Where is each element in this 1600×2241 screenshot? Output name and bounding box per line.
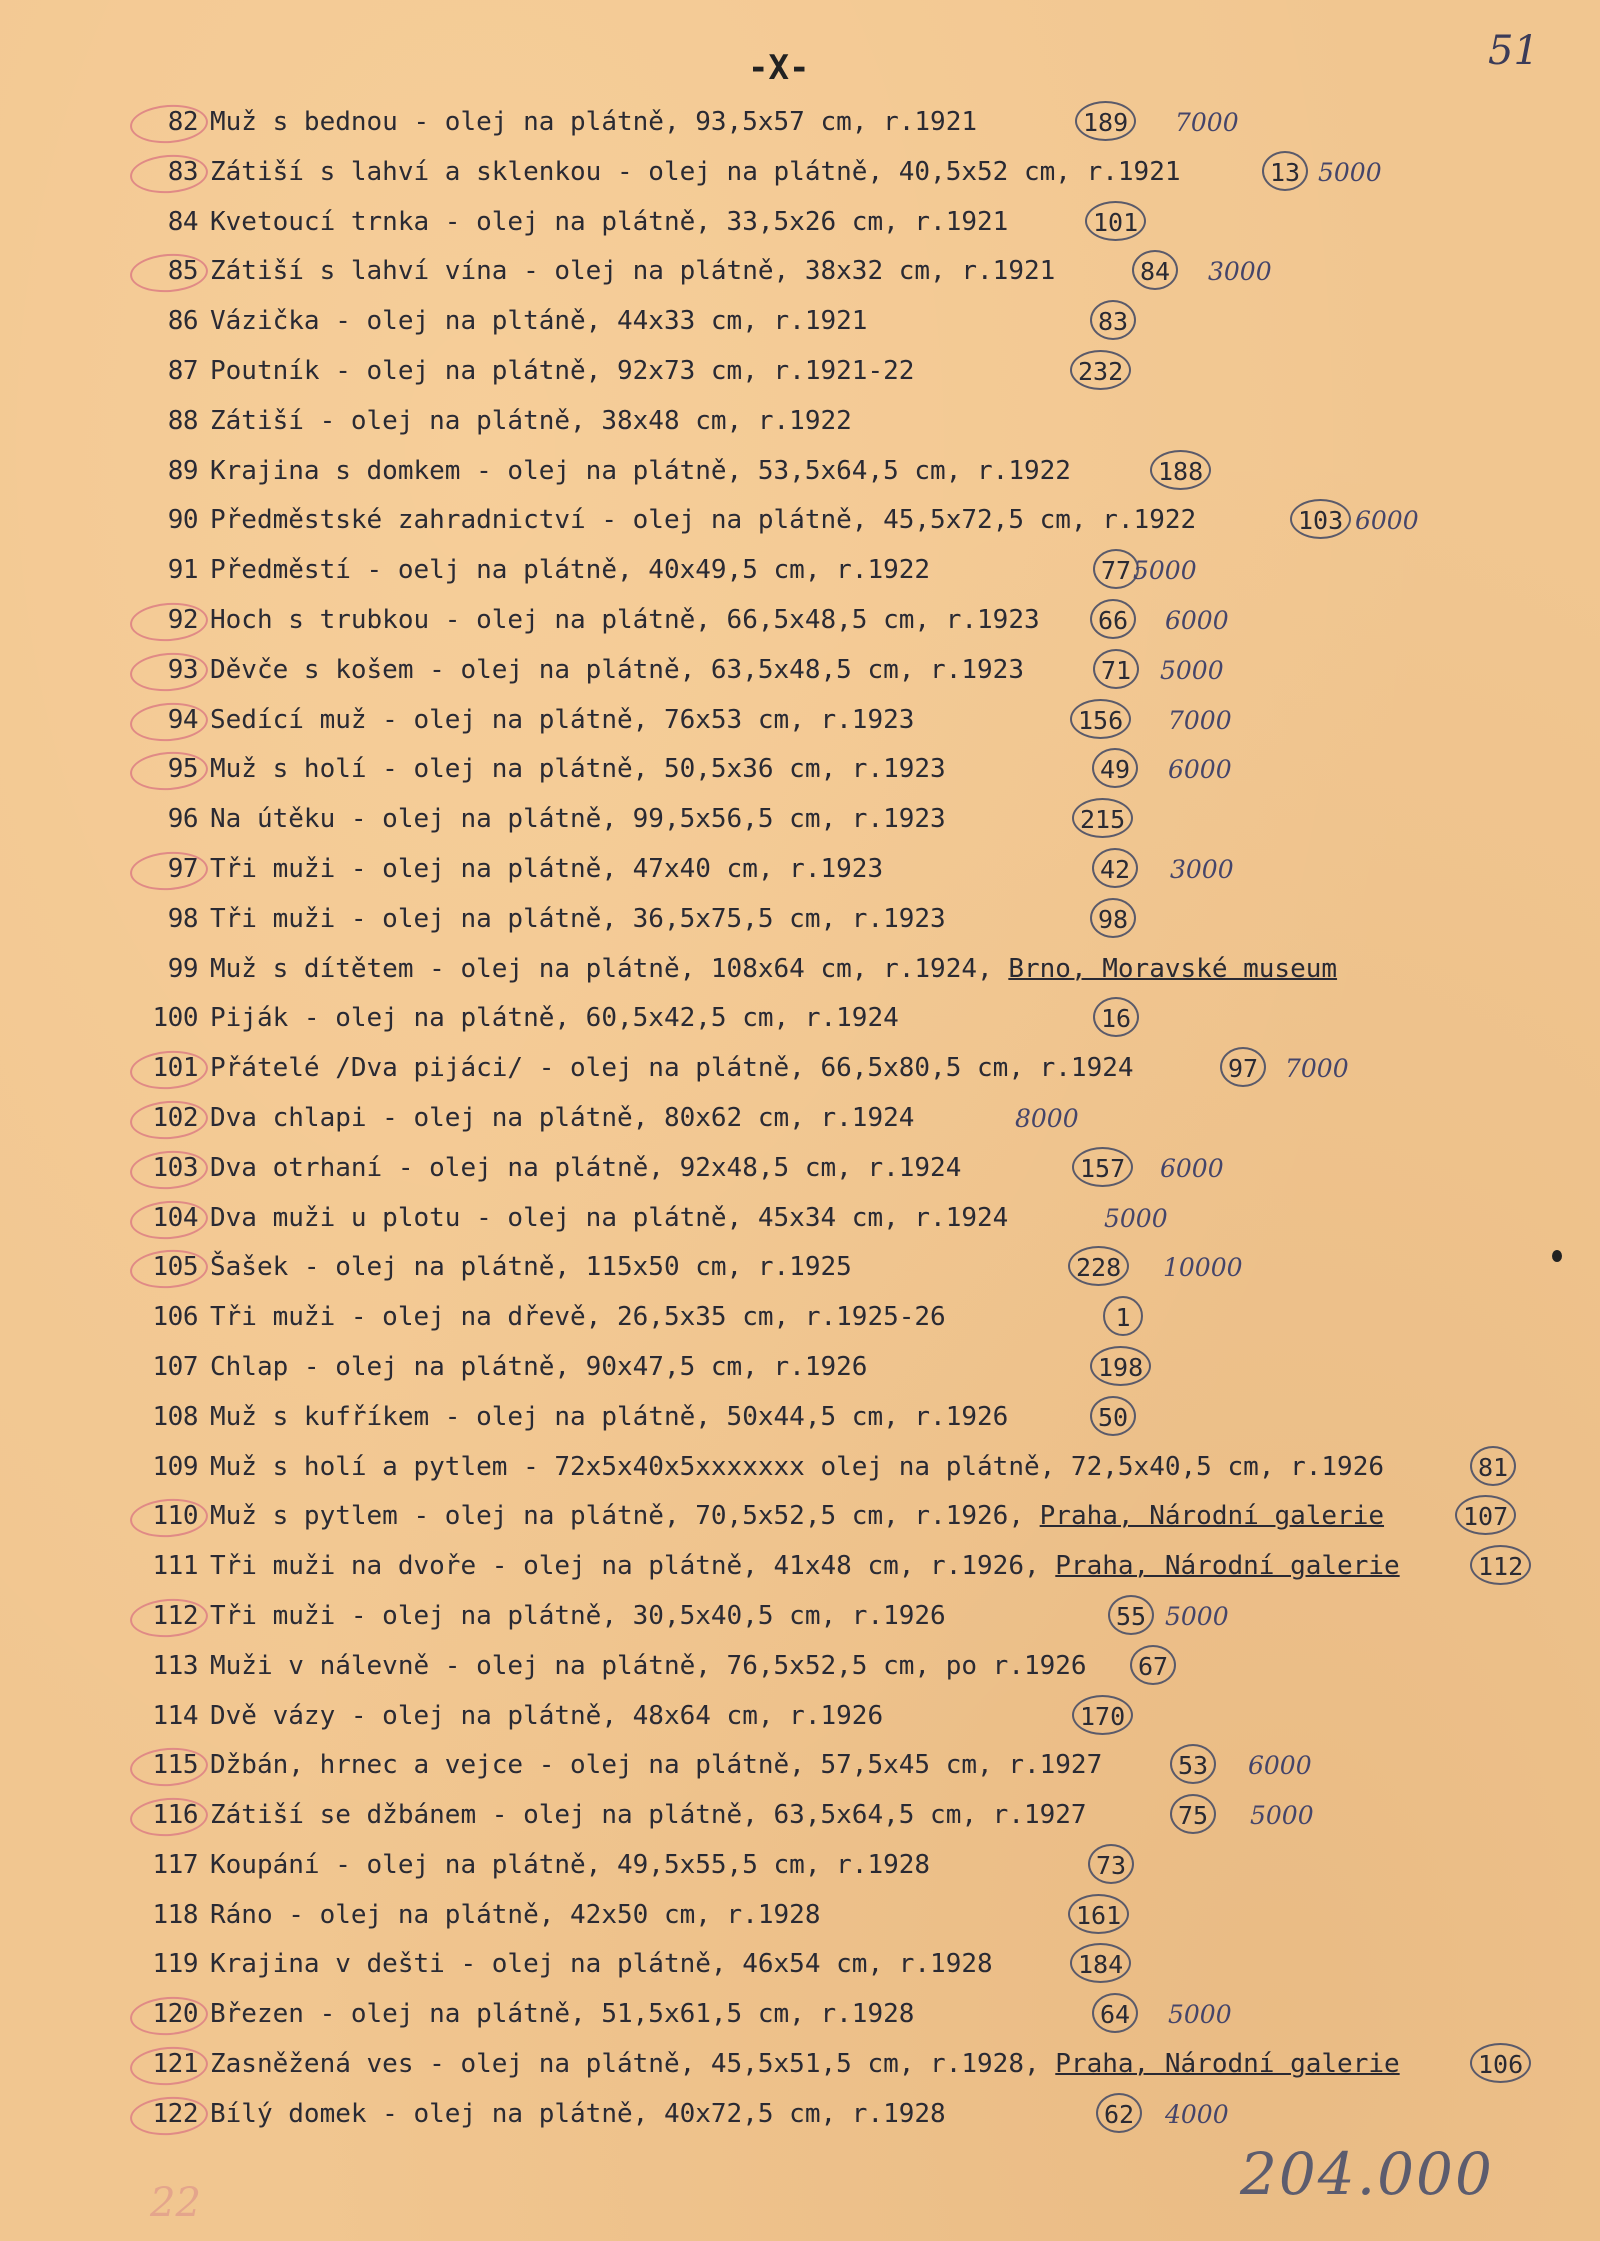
catalog-number-circle: 73 [1088, 1844, 1134, 1884]
catalog-row [0, 646, 1600, 696]
artwork-description: Krajina s domkem - olej na plátně, 53,5x64,5 cm, r.1922 [210, 455, 1071, 486]
ink-dot [1552, 1250, 1562, 1262]
handwritten-price: 5000 [1165, 1601, 1229, 1631]
artwork-description: Dva otrhaní - olej na plátně, 92x48,5 cm, r.1924 [210, 1152, 962, 1183]
row-number: 88 [167, 405, 198, 436]
handwritten-price: 7000 [1168, 705, 1232, 735]
artwork-description: Šašek - olej na plátně, 115x50 cm, r.1925 [210, 1252, 852, 1283]
handwritten-price: 3000 [1208, 257, 1272, 287]
catalog-row [0, 745, 1600, 795]
artwork-description: Hoch s trubkou - olej na plátně, 66,5x48,5 cm, r.1923 [210, 604, 1040, 635]
catalog-number-circle: 84 [1132, 250, 1178, 290]
collection-location: Brno, Moravské museum [1008, 953, 1338, 984]
artwork-description: Zátiší s lahví a sklenkou - olej na plátně, 40,5x52 cm, r.1921 [210, 156, 1181, 187]
catalog-number-circle: 50 [1090, 1396, 1136, 1436]
handwritten-price: 5000 [1250, 1801, 1314, 1831]
row-number: 117 [152, 1849, 198, 1880]
artwork-description: Muž s pytlem - olej na plátně, 70,5x52,5 cm, r.1926, [210, 1501, 1040, 1532]
pencil-mark: 22 [150, 2180, 201, 2226]
catalog-row [0, 1692, 1600, 1742]
handwritten-price: 5000 [1168, 2000, 1232, 2030]
handwritten-price: 6000 [1160, 1153, 1224, 1183]
catalog-number-circle: 215 [1072, 798, 1133, 838]
row-number: 103 [140, 1144, 198, 1194]
handwritten-price: 8000 [1015, 1103, 1079, 1133]
collection-location: Praha, Národní galerie [1055, 1551, 1400, 1582]
row-number: 92 [140, 596, 198, 646]
row-text [210, 1990, 914, 2040]
row-text [210, 646, 1024, 696]
artwork-description: Tři muži - olej na plátně, 47x40 cm, r.1923 [210, 853, 884, 884]
catalog-row [0, 1542, 1600, 1592]
artwork-description: Muž s dítětem - olej na plátně, 108x64 cm, r.1924, [210, 953, 1009, 984]
row-text [210, 1891, 820, 1941]
row-number: 120 [140, 1990, 198, 2040]
catalog-number-circle: 81 [1470, 1446, 1516, 1486]
catalog-row [0, 795, 1600, 845]
catalog-row [0, 1443, 1600, 1493]
row-number: 116 [140, 1791, 198, 1841]
artwork-description: Březen - olej na plátně, 51,5x61,5 cm, r.1928 [210, 1999, 915, 2030]
row-number: 98 [167, 903, 198, 934]
row-text [210, 994, 899, 1044]
handwritten-price: 6000 [1165, 605, 1229, 635]
collection-location: Praha, Národní galerie [1039, 1501, 1385, 1532]
catalog-number-circle: 16 [1093, 997, 1139, 1037]
artwork-description: Tři muži - olej na plátně, 30,5x40,5 cm, r.1926 [210, 1600, 946, 1631]
catalog-number-circle: 98 [1090, 898, 1136, 938]
row-number: 119 [152, 1949, 198, 1980]
catalog-number-circle: 106 [1470, 2043, 1531, 2083]
row-number: 89 [167, 455, 198, 486]
row-text [210, 745, 946, 795]
row-text [210, 447, 1071, 497]
catalog-number-circle: 64 [1092, 1993, 1138, 2033]
artwork-description: Sedící muž - olej na plátně, 76x53 cm, r.1923 [210, 704, 915, 735]
handwritten-price: 5000 [1318, 157, 1382, 187]
artwork-description: Zátiší se džbánem - olej na plátně, 63,5x64,5 cm, r.1927 [210, 1800, 1087, 1831]
catalog-row [0, 2040, 1600, 2090]
row-number: 112 [140, 1592, 198, 1642]
catalog-number-circle: 13 [1262, 151, 1308, 191]
catalog-number-circle: 232 [1070, 350, 1131, 390]
artwork-description: Muž s holí a pytlem - 72x5x40x5xxxxxxx olej na plátně, 72,5x40,5 cm, r.1926 [210, 1451, 1384, 1482]
row-number: 107 [152, 1351, 198, 1382]
handwritten-price: 4000 [1165, 2099, 1229, 2129]
row-number: 83 [140, 148, 198, 198]
row-number: 104 [140, 1194, 198, 1244]
handwritten-total: 204.000 [1240, 2140, 1494, 2208]
row-number: 86 [167, 306, 198, 337]
handwritten-price: 5000 [1104, 1203, 1168, 1233]
catalog-number-circle: 67 [1130, 1645, 1176, 1685]
catalog-number-circle: 188 [1150, 450, 1211, 490]
catalog-row [0, 1741, 1600, 1791]
collection-location: Praha, Národní galerie [1055, 2049, 1400, 2080]
row-number: 91 [167, 555, 198, 586]
row-number: 121 [140, 2040, 198, 2090]
catalog-row [0, 596, 1600, 646]
catalog-row [0, 994, 1600, 1044]
artwork-description: Tři muži - olej na dřevě, 26,5x35 cm, r.1925-26 [210, 1302, 946, 1333]
artwork-description: Muži v nálevně - olej na plátně, 76,5x52,5 cm, po r.1926 [210, 1650, 1087, 1681]
row-text [210, 945, 1337, 995]
row-text [210, 247, 1055, 297]
row-text [210, 1492, 1384, 1542]
catalog-row [0, 148, 1600, 198]
catalog-row [0, 1194, 1600, 1244]
catalog-number-circle: 228 [1068, 1246, 1129, 1286]
row-text [210, 1094, 914, 1144]
catalog-number-circle: 189 [1075, 101, 1136, 141]
catalog-row [0, 945, 1600, 995]
row-text [210, 347, 914, 397]
handwritten-price: 6000 [1248, 1751, 1312, 1781]
catalog-number-circle: 71 [1093, 649, 1139, 689]
catalog-number-circle: 55 [1108, 1595, 1154, 1635]
catalog-number-circle: 97 [1220, 1047, 1266, 1087]
row-number: 108 [152, 1401, 198, 1432]
row-number: 113 [152, 1650, 198, 1681]
artwork-description: Piják - olej na plátně, 60,5x42,5 cm, r.1924 [210, 1003, 899, 1034]
handwritten-price: 6000 [1168, 755, 1232, 785]
row-text [210, 1592, 946, 1642]
row-text [210, 98, 977, 148]
row-text [210, 1841, 930, 1891]
catalog-number-circle: 66 [1090, 599, 1136, 639]
page-number: 51 [1488, 28, 1539, 74]
catalog-number-circle: 83 [1090, 300, 1136, 340]
row-number: 99 [167, 953, 198, 984]
catalog-number-circle: 77 [1093, 549, 1139, 589]
row-number: 109 [152, 1451, 198, 1482]
catalog-row [0, 1891, 1600, 1941]
catalog-number-circle: 157 [1072, 1147, 1133, 1187]
row-number: 114 [152, 1700, 198, 1731]
row-number: 82 [140, 98, 198, 148]
artwork-description: Zasněžená ves - olej na plátně, 45,5x51,5 cm, r.1928, [210, 2049, 1056, 2080]
artwork-description: Děvče s košem - olej na plátně, 63,5x48,5 cm, r.1923 [210, 654, 1024, 685]
catalog-number-circle: 184 [1070, 1943, 1131, 1983]
catalog-number-circle: 75 [1170, 1794, 1216, 1834]
artwork-description: Ráno - olej na plátně, 42x50 cm, r.1928 [210, 1899, 821, 1930]
catalog-row [0, 1044, 1600, 1094]
handwritten-price: 3000 [1170, 854, 1234, 884]
catalog-row [0, 1841, 1600, 1891]
catalog-row [0, 447, 1600, 497]
artwork-description: Muž s kufříkem - olej na plátně, 50x44,5 cm, r.1926 [210, 1401, 1009, 1432]
catalog-row [0, 1293, 1600, 1343]
catalog-row [0, 845, 1600, 895]
row-text [210, 297, 867, 347]
row-text [210, 546, 930, 596]
row-text [210, 2040, 1400, 2090]
row-text [210, 1542, 1400, 1592]
catalog-number-circle: 107 [1455, 1495, 1516, 1535]
row-number: 84 [167, 206, 198, 237]
artwork-description: Dva chlapi - olej na plátně, 80x62 cm, r.1924 [210, 1102, 915, 1133]
row-number: 101 [140, 1044, 198, 1094]
row-number: 115 [140, 1741, 198, 1791]
row-text [210, 397, 852, 447]
catalog-row [0, 2090, 1600, 2140]
row-number: 97 [140, 845, 198, 895]
catalog-number-circle: 49 [1092, 748, 1138, 788]
artwork-description: Bílý domek - olej na plátně, 40x72,5 cm, r.1928 [210, 2098, 946, 2129]
row-text [210, 496, 1196, 546]
row-text [210, 1144, 961, 1194]
catalog-row [0, 297, 1600, 347]
row-number: 87 [167, 355, 198, 386]
row-text [210, 1393, 1008, 1443]
row-text [210, 1741, 1102, 1791]
catalog-number-circle: 156 [1070, 699, 1131, 739]
catalog-row [0, 496, 1600, 546]
catalog-number-circle: 161 [1068, 1894, 1129, 1934]
catalog-number-circle: 42 [1092, 848, 1138, 888]
row-number: 95 [140, 745, 198, 795]
row-text [210, 845, 883, 895]
row-number: 122 [140, 2090, 198, 2140]
catalog-row [0, 895, 1600, 945]
row-number: 93 [140, 646, 198, 696]
handwritten-price: 10000 [1163, 1253, 1243, 1283]
artwork-description: Dvě vázy - olej na plátně, 48x64 cm, r.1926 [210, 1700, 884, 1731]
row-number: 94 [140, 696, 198, 746]
section-numeral: -X- [748, 48, 810, 88]
artwork-description: Krajina v dešti - olej na plátně, 46x54 cm, r.1928 [210, 1949, 993, 1980]
catalog-number-circle: 170 [1072, 1695, 1133, 1735]
catalog-row [0, 696, 1600, 746]
artwork-description: Koupání - olej na plátně, 49,5x55,5 cm, r.1928 [210, 1849, 931, 1880]
row-text [210, 2090, 946, 2140]
row-text [210, 148, 1181, 198]
row-text [210, 1791, 1087, 1841]
row-text [210, 795, 946, 845]
catalog-row [0, 198, 1600, 248]
handwritten-price: 5000 [1133, 556, 1197, 586]
handwritten-price: 6000 [1355, 506, 1419, 536]
artwork-description: Muž s holí - olej na plátně, 50,5x36 cm, r.1923 [210, 754, 946, 785]
catalog-row [0, 397, 1600, 447]
catalog-row [0, 1343, 1600, 1393]
catalog-number-circle: 112 [1470, 1545, 1531, 1585]
artwork-description: Na útěku - olej na plátně, 99,5x56,5 cm, r.1923 [210, 804, 946, 835]
row-number: 105 [140, 1243, 198, 1293]
row-text [210, 1194, 1008, 1244]
catalog-number-circle: 1 [1103, 1296, 1143, 1336]
catalog-number-circle: 62 [1096, 2093, 1142, 2133]
row-text [210, 1940, 993, 1990]
row-text [210, 596, 1040, 646]
row-number: 90 [167, 505, 198, 536]
row-text [210, 1642, 1087, 1692]
artwork-description: Dva muži u plotu - olej na plátně, 45x34 cm, r.1924 [210, 1202, 1009, 1233]
row-number: 110 [140, 1492, 198, 1542]
artwork-description: Zátiší - olej na plátně, 38x48 cm, r.1922 [210, 405, 852, 436]
catalog-row [0, 98, 1600, 148]
row-text [210, 1443, 1384, 1493]
row-text [210, 1243, 852, 1293]
row-text [210, 198, 1008, 248]
row-text [210, 895, 946, 945]
handwritten-price: 7000 [1285, 1054, 1349, 1084]
row-number: 118 [152, 1899, 198, 1930]
row-number: 100 [152, 1003, 198, 1034]
row-number: 85 [140, 247, 198, 297]
catalog-row [0, 1492, 1600, 1542]
artwork-description: Muž s bednou - olej na plátně, 93,5x57 cm, r.1921 [210, 107, 978, 137]
row-number: 102 [140, 1094, 198, 1144]
row-text [210, 1343, 867, 1393]
catalog-row [0, 347, 1600, 397]
handwritten-price: 7000 [1175, 108, 1239, 137]
catalog-row [0, 1791, 1600, 1841]
catalog-row [0, 247, 1600, 297]
catalog-list [0, 98, 1600, 2140]
catalog-number-circle: 53 [1170, 1744, 1216, 1784]
row-text [210, 1044, 1134, 1094]
handwritten-price: 5000 [1160, 655, 1224, 685]
catalog-row [0, 1642, 1600, 1692]
artwork-description: Předměstí - oelj na plátně, 40x49,5 cm, r.1922 [210, 555, 931, 586]
row-text [210, 1692, 883, 1742]
catalog-row [0, 546, 1600, 596]
artwork-description: Tři muži na dvoře - olej na plátně, 41x48 cm, r.1926, [210, 1551, 1056, 1582]
catalog-number-circle: 198 [1090, 1346, 1151, 1386]
artwork-description: Poutník - olej na plátně, 92x73 cm, r.1921-22 [210, 355, 915, 386]
catalog-row [0, 1592, 1600, 1642]
catalog-number-circle: 101 [1085, 201, 1146, 241]
artwork-description: Přátelé /Dva pijáci/ - olej na plátně, 66,5x80,5 cm, r.1924 [210, 1053, 1134, 1084]
artwork-description: Kvetoucí trnka - olej na plátně, 33,5x26 cm, r.1921 [210, 206, 1009, 237]
catalog-row [0, 1094, 1600, 1144]
row-text [210, 1293, 946, 1343]
row-number: 106 [152, 1302, 198, 1333]
catalog-row [0, 1940, 1600, 1990]
artwork-description: Chlap - olej na plátně, 90x47,5 cm, r.1926 [210, 1351, 868, 1382]
catalog-row [0, 1393, 1600, 1443]
row-number: 111 [152, 1551, 198, 1582]
artwork-description: Vázička - olej na pltáně, 44x33 cm, r.1921 [210, 306, 868, 337]
artwork-description: Zátiší s lahví vína - olej na plátně, 38x32 cm, r.1921 [210, 256, 1056, 287]
row-number: 96 [167, 804, 198, 835]
catalog-row [0, 1990, 1600, 2040]
catalog-number-circle: 103 [1290, 499, 1351, 539]
catalog-row [0, 1144, 1600, 1194]
artwork-description: Předměstské zahradnictví - olej na plátně, 45,5x72,5 cm, r.1922 [210, 505, 1197, 536]
artwork-description: Tři muži - olej na plátně, 36,5x75,5 cm, r.1923 [210, 903, 946, 934]
row-text [210, 696, 914, 746]
artwork-description: Džbán, hrnec a vejce - olej na plátně, 57,5x45 cm, r.1927 [210, 1750, 1103, 1781]
catalog-row [0, 1243, 1600, 1293]
